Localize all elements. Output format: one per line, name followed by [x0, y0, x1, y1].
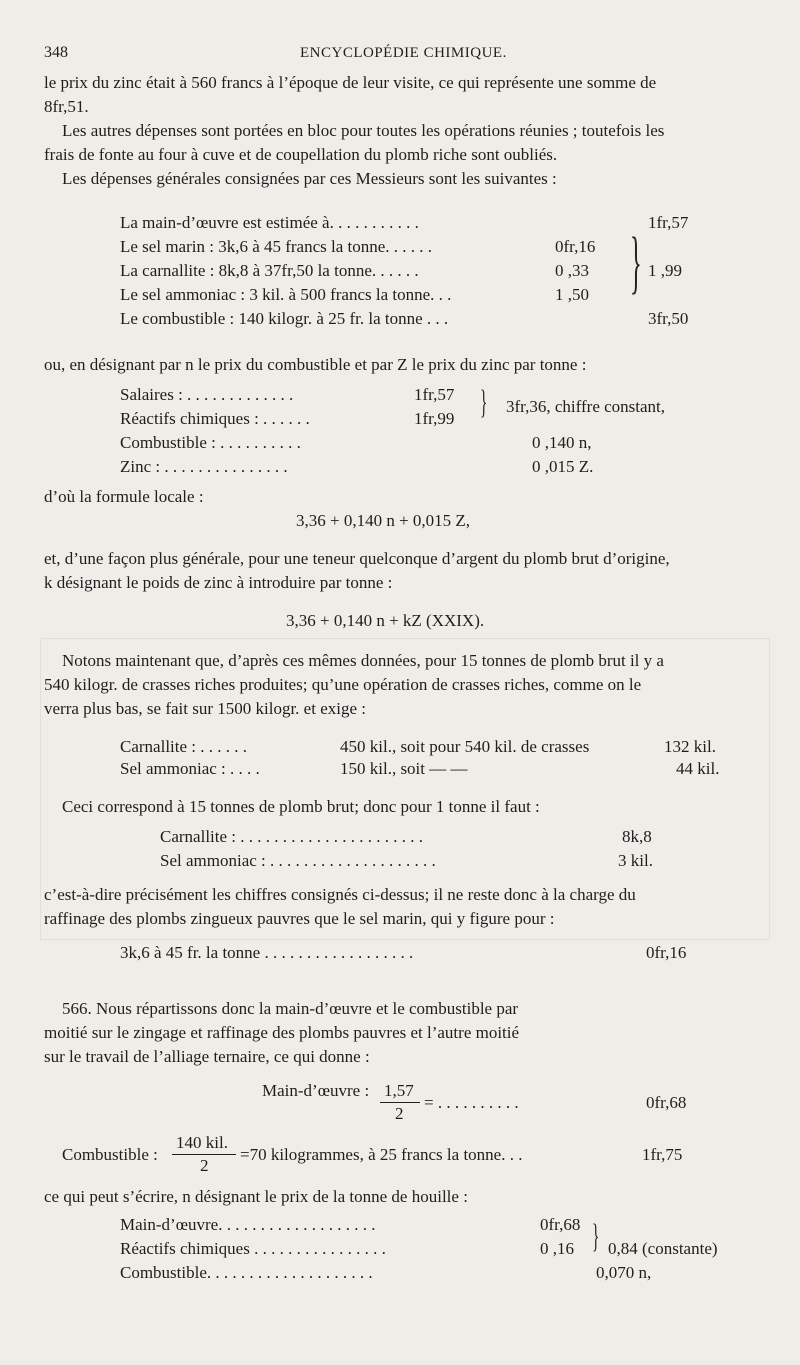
formula: 3,36 + 0,140 n + 0,015 Z, [296, 511, 471, 530]
table2-value: 1fr,99 [414, 409, 455, 428]
table4-value: 3 kil. [618, 851, 653, 870]
section-566-line: 566. Nous répartissons donc la main-d’œuvre et le combustible par [62, 999, 519, 1018]
table4-value: 8k,8 [622, 827, 652, 846]
text-line: et, d’une façon plus générale, pour une teneur quelconque d’argent du plomb brut d’origine, [44, 549, 670, 568]
frac1-numerator: 1,57 [384, 1081, 414, 1100]
frac2-denominator: 2 [200, 1156, 209, 1175]
text-line: frais de fonte au four à cuve et de coupellation du plomb riche sont oubliés. [44, 145, 558, 164]
table1-label: Le sel marin : 3k,6 à 45 francs la tonne. . . . . . [120, 237, 433, 256]
table1-value: 3fr,50 [648, 309, 689, 328]
table5-label: Main-d’œuvre. . . . . . . . . . . . . . . . . . . [120, 1215, 376, 1234]
text-line: moitié sur le zingage et raffinage des plombs pauvres et l’autre moitié [44, 1023, 520, 1042]
frac1-label: Main-d’œuvre : [262, 1081, 370, 1100]
table1-value: 1fr,57 [648, 213, 689, 232]
table4-label: Sel ammoniac : . . . . . . . . . . . . . . . . . . . . [160, 851, 436, 870]
table2-value: 0 ,015 Z. [532, 457, 594, 476]
table3-col-c: 44 kil. [676, 759, 720, 778]
text-line: Notons maintenant que, d’après ces mêmes données, pour 15 tonnes de plomb brut il y a [62, 651, 664, 670]
table1-value: 0fr,16 [555, 237, 596, 256]
text-line: c’est-à-dire précisément les chiffres consignés ci-dessus; il ne reste donc à la charge du [44, 885, 636, 904]
page-number: 348 [44, 44, 68, 61]
formula: 3,36 + 0,140 n + kZ (XXIX). [286, 611, 485, 630]
table1-label: La main-d’œuvre est estimée à. . . . . . . . . . . [120, 213, 419, 232]
table3-col-a: Sel ammoniac : . . . . [120, 759, 260, 778]
text-line: le prix du zinc était à 560 francs à l’époque de leur visite, ce qui représente une somme de [44, 73, 657, 92]
brace: } [480, 384, 488, 421]
table5-label: Combustible. . . . . . . . . . . . . . . . . . . . [120, 1263, 373, 1282]
text-line: d’où la formule locale : [44, 487, 204, 506]
frac1-denominator: 2 [395, 1104, 404, 1123]
text-line: Les autres dépenses sont portées en bloc pour toutes les opérations réunies ; toutefois les [62, 121, 665, 140]
table5-value: 0fr,68 [540, 1215, 581, 1234]
table5-value: 0 ,16 [540, 1239, 574, 1258]
table2-label: Réactifs chimiques : . . . . . . [120, 409, 310, 428]
text-line: k désignant le poids de zinc à introduire par tonne : [44, 573, 393, 592]
table4-label: Carnallite : . . . . . . . . . . . . . . . . . . . . . . [160, 827, 424, 846]
table1-label: Le combustible : 140 kilogr. à 25 fr. la tonne . . . [120, 309, 449, 328]
text-line: ou, en désignant par n le prix du combustible et par Z le prix du zinc par tonne : [44, 355, 587, 374]
table2-label: Zinc : . . . . . . . . . . . . . . . [120, 457, 288, 476]
table2-label: Salaires : . . . . . . . . . . . . . [120, 385, 294, 404]
frac2-numerator: 140 kil. [176, 1133, 228, 1152]
table1-value: 1 ,50 [555, 285, 589, 304]
text-line: sur le travail de l’alliage ternaire, ce qui donne : [44, 1047, 370, 1066]
frac1-dots: = . . . . . . . . . . [424, 1093, 519, 1112]
table2-note: 3fr,36, chiffre constant, [506, 397, 666, 416]
text-line: 8fr,51. [44, 97, 89, 116]
frac2-value: 1fr,75 [642, 1145, 683, 1164]
item-value: 0fr,16 [646, 943, 687, 962]
frac1-value: 0fr,68 [646, 1093, 687, 1112]
text-line: raffinage des plombs zingueux pauvres que le sel marin, qui y figure pour : [44, 909, 555, 928]
table1-value: 0 ,33 [555, 261, 589, 280]
table3-col-b: 450 kil., soit pour 540 kil. de crasses [340, 737, 590, 756]
text-line: Les dépenses générales consignées par ces Messieurs sont les suivantes : [62, 169, 557, 188]
table1-label: La carnallite : 8k,8 à 37fr,50 la tonne. . . . . . [120, 261, 419, 280]
text-line: verra plus bas, se fait sur 1500 kilogr. et exige : [44, 699, 366, 718]
table1-label: Le sel ammoniac : 3 kil. à 500 francs la tonne. . . [120, 285, 452, 304]
item-label: 3k,6 à 45 fr. la tonne . . . . . . . . . . . . . . . . . . [120, 943, 414, 962]
frac2-label: Combustible : [62, 1145, 158, 1164]
table3-col-b: 150 kil., soit — — [340, 759, 468, 778]
running-title: ENCYCLOPÉDIE CHIMIQUE. [300, 45, 507, 61]
table5-label: Réactifs chimiques . . . . . . . . . . . . . . . . [120, 1239, 386, 1258]
text-line: 540 kilogr. de crasses riches produites; qu’une opération de crasses riches, comme on le [44, 675, 642, 694]
frac2-rest: =70 kilogrammes, à 25 francs la tonne. . . [240, 1145, 523, 1164]
text-line: ce qui peut s’écrire, n désignant le prix de la tonne de houille : [44, 1187, 468, 1206]
table5-note: 0,84 (constante) [608, 1239, 718, 1258]
brace: } [630, 224, 642, 301]
table3-col-c: 132 kil. [664, 737, 716, 756]
table3-col-a: Carnallite : . . . . . . [120, 737, 248, 756]
brace: } [592, 1218, 600, 1255]
table2-value: 0 ,140 n, [532, 433, 592, 452]
text-line: Ceci correspond à 15 tonnes de plomb brut; donc pour 1 tonne il faut : [62, 797, 540, 816]
table1-sum: 1 ,99 [648, 261, 682, 280]
table2-value: 1fr,57 [414, 385, 455, 404]
table5-value: 0,070 n, [596, 1263, 652, 1282]
table2-label: Combustible : . . . . . . . . . . [120, 433, 301, 452]
